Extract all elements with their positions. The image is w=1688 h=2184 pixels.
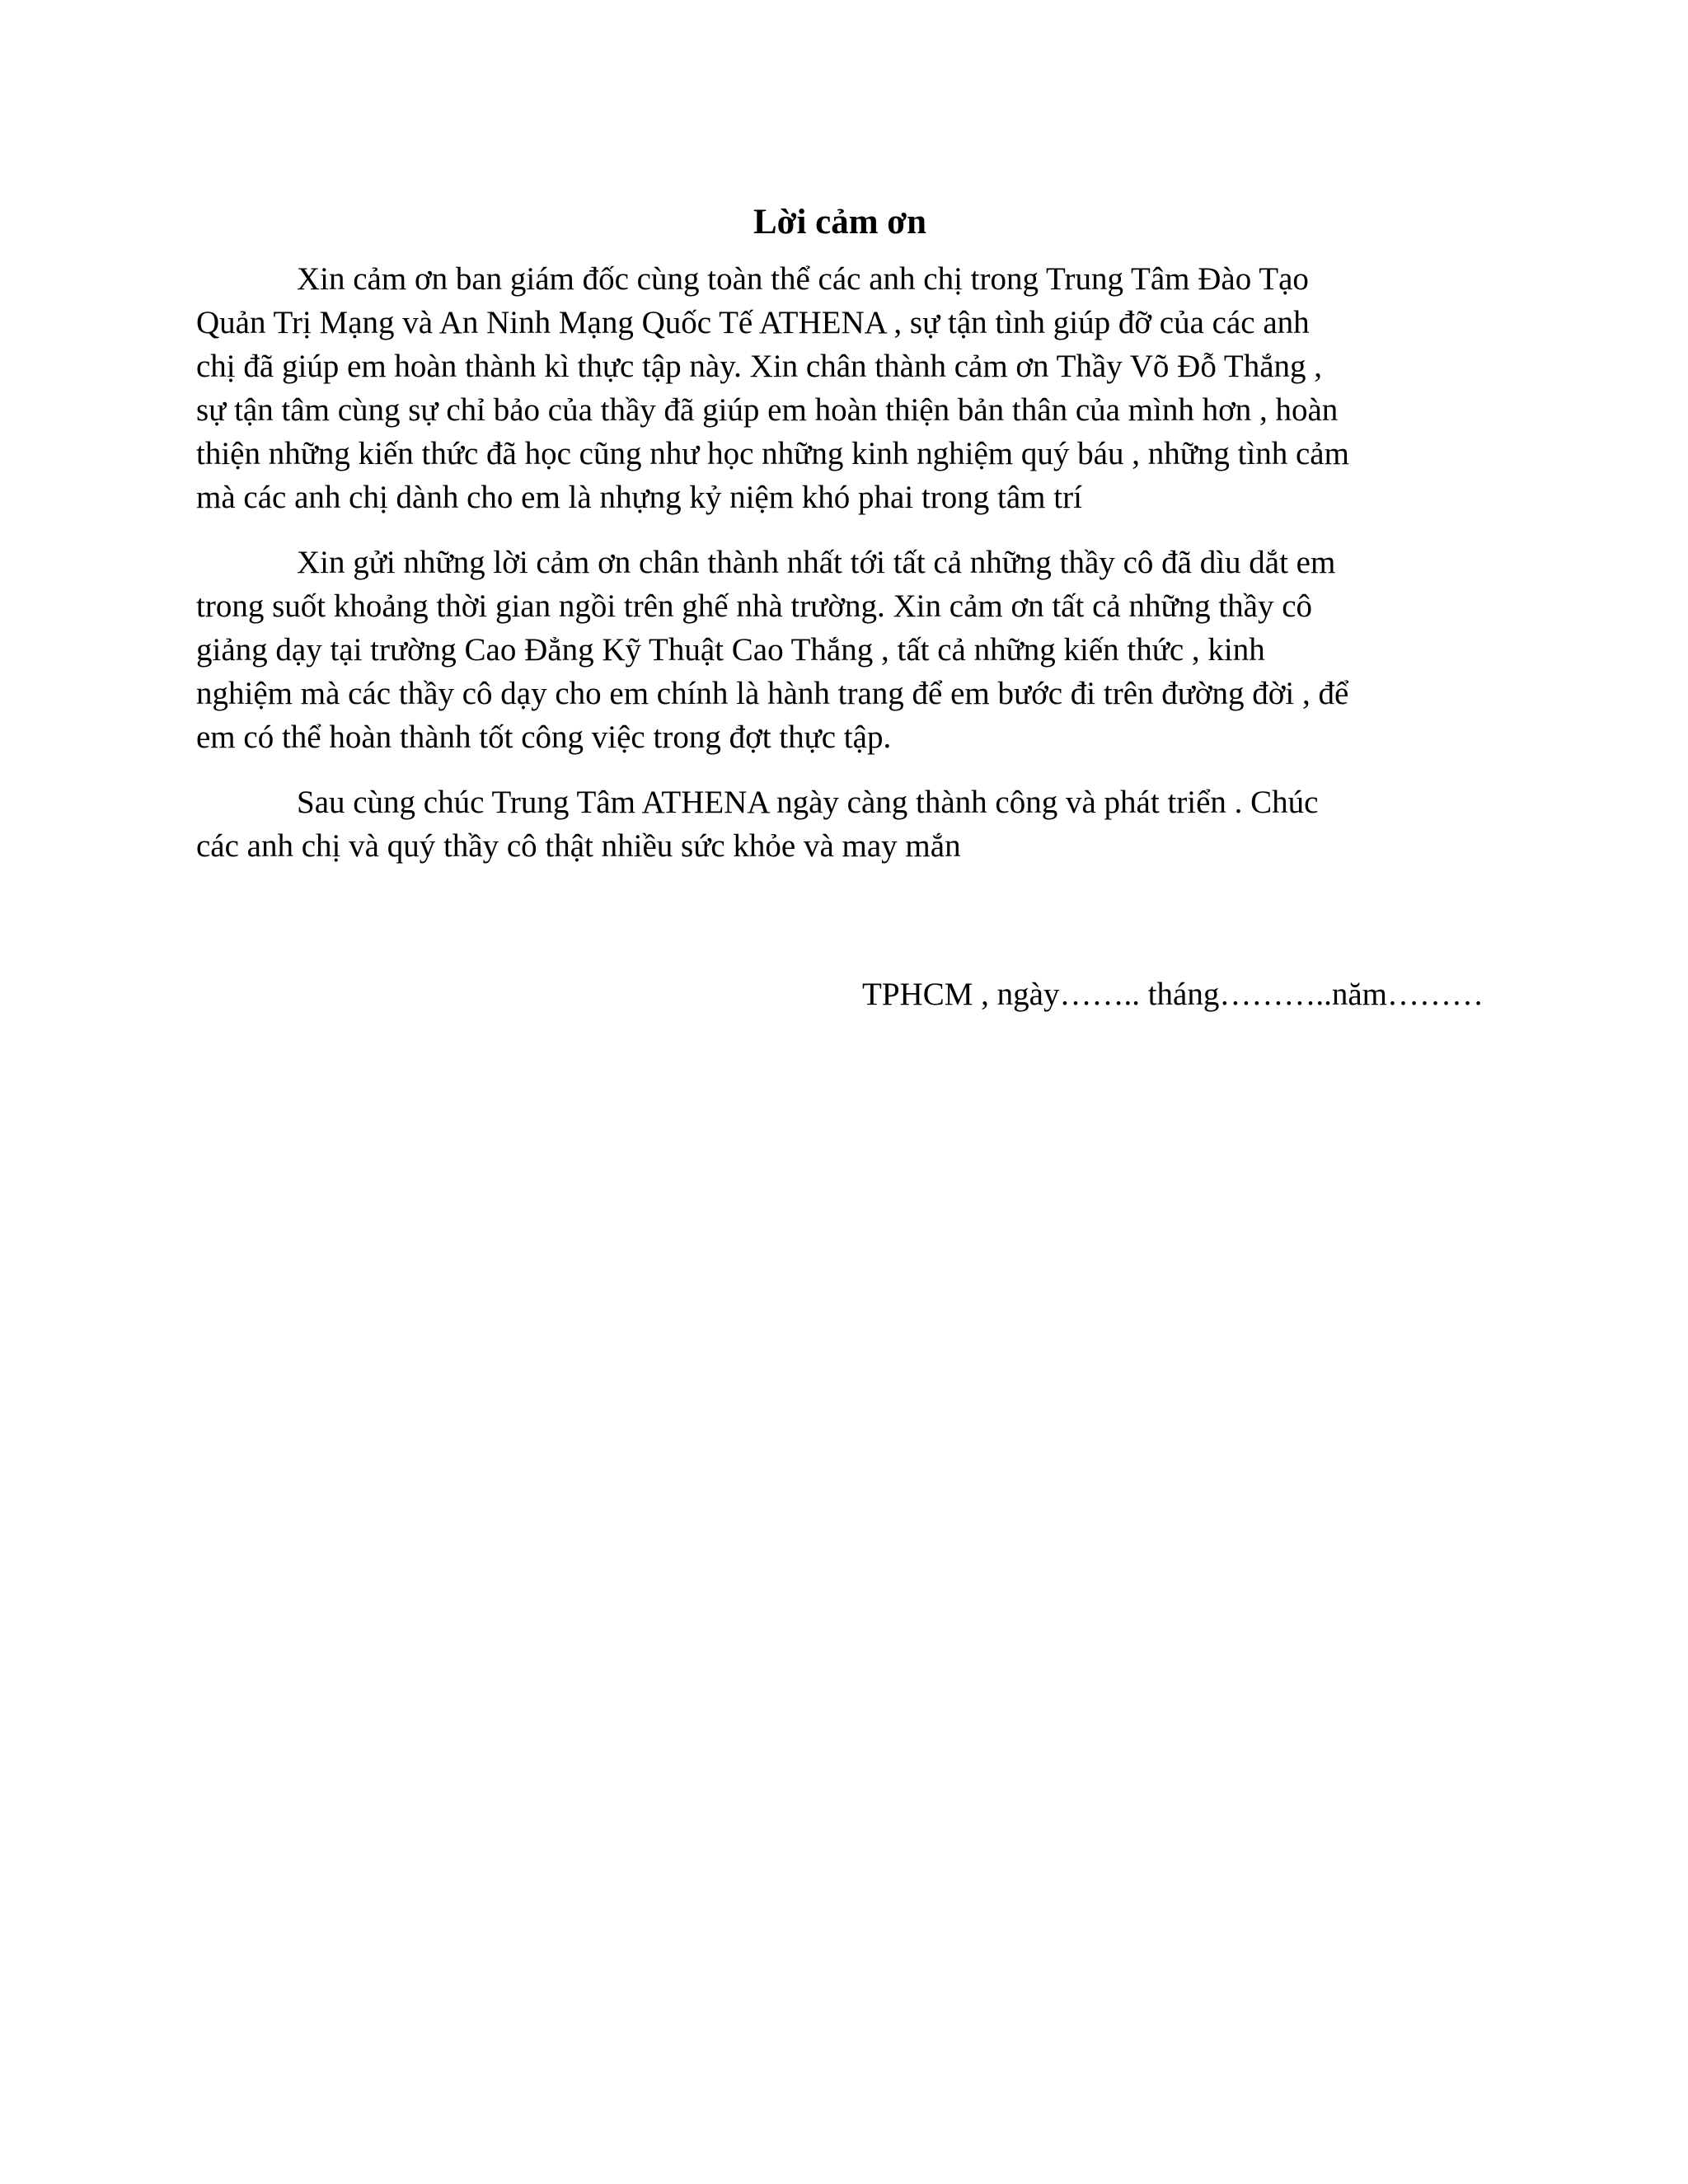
paragraph-line: các anh chị và quý thầy cô thật nhiều sức khỏe và may mắn xyxy=(196,828,961,864)
paragraph-line: Sau cùng chúc Trung Tâm ATHENA ngày càng thành công và phát triển . Chúc xyxy=(297,785,1319,820)
paragraph-acknowledgement-teachers xyxy=(196,541,1484,759)
paragraph-line: Xin cảm ơn ban giám đốc cùng toàn thể các anh chị trong Trung Tâm Đào Tạo xyxy=(297,261,1309,297)
paragraph-line: em có thể hoàn thành tốt công việc trong đợt thực tập. xyxy=(196,719,892,755)
paragraph-line: Quản Trị Mạng và An Ninh Mạng Quốc Tế ATHENA , sự tận tình giúp đỡ của các anh xyxy=(196,305,1310,340)
paragraph-acknowledgement-athena xyxy=(196,257,1484,519)
paragraph-line: thiện những kiến thức đã học cũng như học những kinh nghiệm quý báu , những tình cảm xyxy=(196,436,1349,471)
document-body xyxy=(196,198,1484,1012)
paragraph-line: sự tận tâm cùng sự chỉ bảo của thầy đã giúp em hoàn thiện bản thân của mình hơn , hoàn xyxy=(196,392,1339,428)
date-signature-line: TPHCM , ngày…….. tháng………..năm……… xyxy=(862,977,1484,1012)
page-title: Lời cảm ơn xyxy=(753,203,927,241)
paragraph-line: chị đã giúp em hoàn thành kì thực tập này. Xin chân thành cảm ơn Thầy Võ Đỗ Thắng , xyxy=(196,349,1323,384)
paragraph-line: Xin gửi những lời cảm ơn chân thành nhất tới tất cả những thầy cô đã dìu dắt em xyxy=(297,545,1336,580)
paragraph-line: nghiệm mà các thầy cô dạy cho em chính là hành trang để em bước đi trên đường đời , để xyxy=(196,676,1349,711)
paragraph-line: mà các anh chị dành cho em là nhựng kỷ niệm khó phai trong tâm trí xyxy=(196,480,1082,515)
paragraph-line: trong suốt khoảng thời gian ngồi trên ghế nhà trường. Xin cảm ơn tất cả những thầy cô xyxy=(196,588,1313,624)
paragraph-line: giảng dạy tại trường Cao Đẳng Kỹ Thuật Cao Thắng , tất cả những kiến thức , kinh xyxy=(196,632,1265,668)
paragraph-closing-wishes xyxy=(196,780,1484,868)
